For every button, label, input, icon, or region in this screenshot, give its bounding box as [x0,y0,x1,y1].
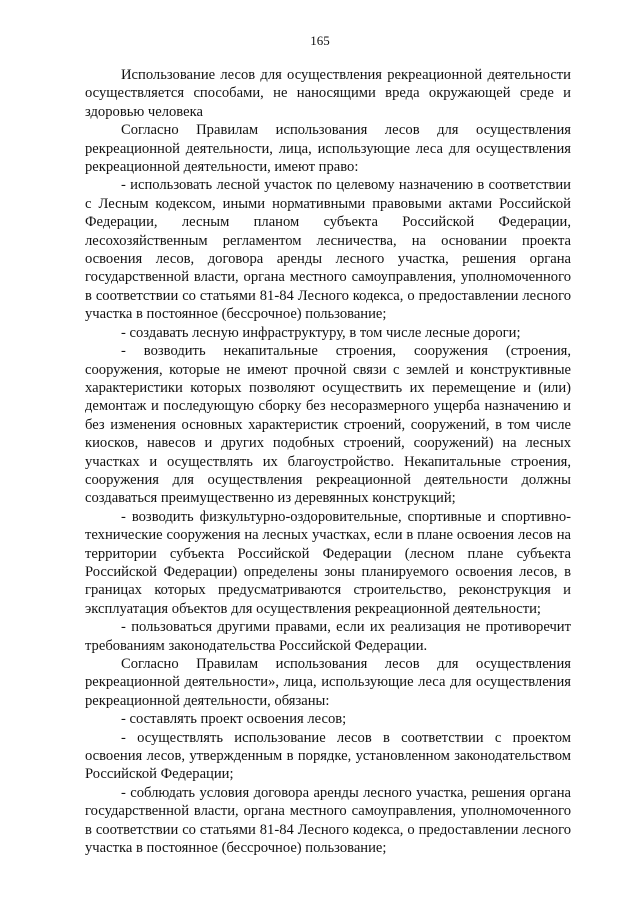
list-item-duty-contract-terms: - соблюдать условия договора аренды лесного участка, решения органа государственной власти, органа местного самоуправления, уполномоченного в соответствии со статьями 81-84 Лесного кодекса, о предоставлении лесного участка в постоянное (бессрочное) пользование; [85,784,571,857]
list-item-duty-use-per-project: - осуществлять использование лесов в соответствии с проектом освоения лесов, утвержденным в порядке, установленном законодательством Российской Федерации; [85,729,571,783]
list-item-right-infrastructure: - создавать лесную инфраструктуру, в том числе лесные дороги; [121,324,521,341]
list-item-right-temporary-structures: - возводить некапитальные строения, сооружения (строения, сооружения, которые не имеют прочной связи с землей и конструктивные характеристики которых позволяют осуществить их перемещение и (или) демонтаж и последующую сборку без несоразмерного ущерба назначению и без изменения основных характеристик строений, сооружений, в том числе киосков, навесов и других подобных строений, сооружений) на лесных участках и осуществлять их благоустройство. Некапитальные строения, сооружения для осуществления рекреационной деятельности должны создаваться преимущественно из деревянных конструкций; [85,343,571,507]
paragraph-obligations-heading: Согласно Правилам использования лесов для осуществления рекреационной деятельности», лица, использующие леса для осуществления рекреационной деятельности, обязаны: [85,656,571,709]
list-item-duty-project: - составлять проект освоения лесов; [121,711,347,728]
paragraph-intro: Использование лесов для осуществления рекреационной деятельности осуществляется способами, не наносящими вреда окружающей среде и здоровью человека [85,67,571,120]
page-number: 165 [310,33,330,48]
document-body [85,66,571,857]
list-item-right-use-plot: - использовать лесной участок по целевому назначению в соответствии с Лесным кодексом, иными нормативными правовыми актами Российской Федерации, лесным планом субъекта Российской Федерации, лесохозяйственным регламентом лесничества, на основании проекта освоения лесов, договора аренды лесного участка, решения органа государственной власти, органа местного самоуправления, уполномоченного в соответствии со статьями 81-84 Лесного кодекса, о предоставлении лесного участка в постоянное (бессрочное) пользование; [85,177,571,323]
list-item-right-other: - пользоваться другими правами, если их реализация не противоречит требованиям законодательства Российской Федерации. [85,619,571,654]
list-item-right-sports-facilities: - возводить физкультурно-оздоровительные, спортивные и спортивно-технические сооружения на лесных участках, если в плане освоения лесов на территории субъекта Российской Федерации (лесном плане субъекта Российской Федерации) определены зоны планируемого освоения лесов, в границах которых предусматриваются строительство, реконструкция и эксплуатация объектов для осуществления рекреационной деятельности; [85,508,571,617]
paragraph-rights-heading: Согласно Правилам использования лесов для осуществления рекреационной деятельности, лица, использующие леса для осуществления рекреационной деятельности, имеют право: [85,122,571,176]
